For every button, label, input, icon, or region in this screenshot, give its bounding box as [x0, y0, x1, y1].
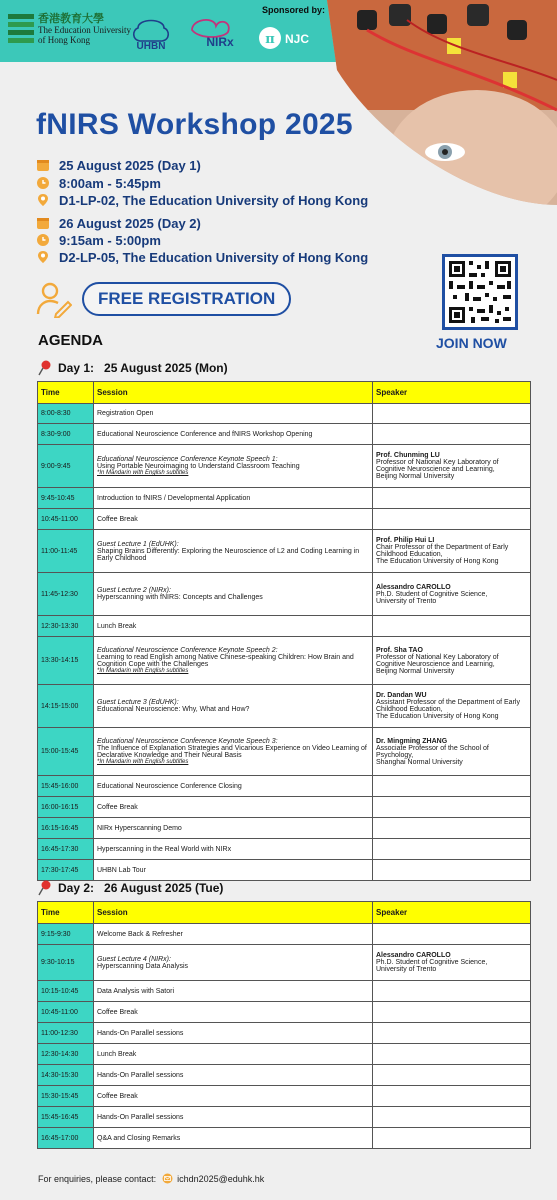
table-header-row — [38, 382, 531, 404]
row-time: 12:30-14:30 — [38, 1044, 94, 1065]
row-time: 11:00-12:30 — [38, 1023, 94, 1044]
eduhk-name-cn: 香港教育大學 — [38, 12, 104, 25]
day1-agenda-table — [37, 381, 531, 881]
row-speaker — [373, 488, 531, 509]
uhbn-text: UHBN — [136, 41, 166, 52]
language-note: *In Mandarin with English subtitles — [97, 470, 189, 476]
row-session — [94, 685, 373, 728]
table-row — [38, 1023, 531, 1044]
eduhk-name-en2: of Hong Kong — [38, 35, 90, 45]
row-speaker — [373, 797, 531, 818]
speaker-affiliation: Cognitive Neuroscience and Learning, — [376, 466, 495, 473]
day2-heading-date: 26 August 2025 (Tue) — [104, 881, 224, 895]
session-title: Hands-On Parallel sessions — [97, 1029, 184, 1037]
row-speaker — [373, 776, 531, 797]
row-time: 14:30-15:30 — [38, 1065, 94, 1086]
speaker-name: Prof. Philip Hui LI — [376, 537, 435, 544]
speaker-affiliation: Assistant Professor of the Department of Early — [376, 699, 520, 706]
speaker-name: Alessandro CAROLLO — [376, 583, 451, 591]
sponsored-by-label: Sponsored by: — [262, 5, 326, 15]
fnirs-cap-photo — [327, 0, 557, 205]
session-type: Educational Neuroscience Conference Keynote Speech 2: — [97, 647, 278, 654]
session-title: Data Analysis with Satori — [97, 987, 175, 995]
table-row — [38, 445, 531, 488]
speaker-affiliation: University of Trento — [376, 966, 437, 973]
row-session — [94, 924, 373, 945]
row-speaker — [373, 424, 531, 445]
speaker-affiliation: Cognitive Neuroscience and Learning, — [376, 660, 495, 668]
speaker-name: Prof. Sha TAO — [376, 646, 423, 654]
language-note: *In Mandarin with English subtitles — [97, 668, 189, 674]
speaker-affiliation: Associate Professor of the School of Psychology, — [376, 744, 489, 759]
session-title: Hyperscanning Data Analysis — [97, 962, 189, 970]
row-speaker — [373, 1086, 531, 1107]
row-speaker — [373, 509, 531, 530]
session-title: The Influence of Explanation Strategies and Vicarious Experience on Video Learning of Declarative Knowledge and Their Neural Basis — [97, 745, 367, 759]
day2-agenda-table — [37, 901, 531, 1149]
pushpin-icon — [38, 880, 52, 896]
njc-logo — [258, 24, 322, 52]
table-row — [38, 1086, 531, 1107]
table-header-row — [38, 902, 531, 924]
row-session — [94, 1002, 373, 1023]
row-session — [94, 488, 373, 509]
table-row — [38, 1107, 531, 1128]
session-title: Coffee Break — [97, 1008, 138, 1016]
row-speaker — [373, 1107, 531, 1128]
row-session — [94, 728, 373, 776]
speaker-affiliation: Beijing Normal University — [376, 667, 455, 675]
speaker-affiliation: Ph.D. Student of Cognitive Science, — [376, 959, 488, 966]
row-time: 16:45-17:00 — [38, 1128, 94, 1149]
row-session — [94, 981, 373, 1002]
row-time: 10:45-11:00 — [38, 1002, 94, 1023]
session-title: Lunch Break — [97, 1050, 137, 1058]
row-speaker — [373, 945, 531, 981]
day2-label: Day 2: — [58, 881, 95, 895]
row-speaker — [373, 1065, 531, 1086]
day2-heading — [38, 880, 223, 896]
table-row — [38, 424, 531, 445]
day1-date: 25 August 2025 (Day 1) — [59, 157, 201, 173]
user-edit-icon — [36, 280, 72, 318]
page-title: fNIRS Workshop 2025 — [36, 108, 353, 141]
row-time: 10:15-10:45 — [38, 981, 94, 1002]
session-title: Coffee Break — [97, 1092, 138, 1100]
speaker-header: Speaker — [373, 382, 531, 404]
njc-text: NJC — [285, 32, 310, 46]
table-row — [38, 776, 531, 797]
table-row — [38, 1002, 531, 1023]
row-time: 9:45-10:45 — [38, 488, 94, 509]
speaker-affiliation: Professor of National Key Laboratory of — [376, 459, 499, 466]
day1-venue-line — [36, 191, 368, 209]
speaker-affiliation: Childhood Education, — [376, 551, 443, 558]
day2-date: 26 August 2025 (Day 2) — [59, 215, 201, 231]
table-row — [38, 1128, 531, 1149]
table-row — [38, 573, 531, 616]
registration-qr-code[interactable] — [442, 254, 518, 330]
session-title: Registration Open — [97, 410, 154, 417]
language-note: *In Mandarin with English subtitles — [97, 759, 189, 765]
row-time: 13:30-14:15 — [38, 637, 94, 685]
session-title: Hands-On Parallel sessions — [97, 1113, 184, 1121]
session-title: Educational Neuroscience Conference and fNIRS Workshop Opening — [97, 430, 313, 438]
row-session — [94, 424, 373, 445]
row-speaker — [373, 924, 531, 945]
row-speaker — [373, 1128, 531, 1149]
row-speaker — [373, 818, 531, 839]
row-session — [94, 509, 373, 530]
session-title: Coffee Break — [97, 803, 138, 811]
row-speaker — [373, 530, 531, 573]
session-title: Hands-On Parallel sessions — [97, 1071, 184, 1079]
row-time: 10:45-11:00 — [38, 509, 94, 530]
session-type: Guest Lecture 2 (NIRx): — [97, 587, 171, 594]
email-icon — [162, 1173, 173, 1184]
row-session — [94, 860, 373, 881]
speaker-name: Prof. Chunming LU — [376, 452, 440, 459]
day2-time: 9:15am - 5:00pm — [59, 232, 161, 248]
day1-venue: D1-LP-02, The Education University of Hong Kong — [59, 192, 369, 208]
row-session — [94, 1086, 373, 1107]
row-time: 16:45-17:30 — [38, 839, 94, 860]
row-time: 11:00-11:45 — [38, 530, 94, 573]
day1-date-line — [36, 156, 201, 174]
row-time: 8:00-8:30 — [38, 404, 94, 424]
row-session — [94, 1044, 373, 1065]
row-speaker — [373, 616, 531, 637]
session-type: Educational Neuroscience Conference Keynote Speech 3: — [97, 738, 278, 745]
row-session — [94, 839, 373, 860]
day1-time: 8:00am - 5:45pm — [59, 175, 161, 191]
day1-time-line — [36, 174, 161, 192]
row-session — [94, 637, 373, 685]
speaker-name: Alessandro CAROLLO — [376, 952, 451, 959]
time-header: Time — [38, 902, 94, 924]
row-time: 15:45-16:00 — [38, 776, 94, 797]
row-speaker — [373, 1044, 531, 1065]
speaker-header: Speaker — [373, 902, 531, 924]
day1-heading — [38, 360, 228, 376]
eduhk-name-en1: The Education University — [38, 25, 131, 35]
eduhk-mark-icon — [8, 12, 34, 46]
clock-icon — [36, 176, 50, 190]
row-speaker — [373, 860, 531, 881]
table-row — [38, 860, 531, 881]
row-time: 14:15-15:00 — [38, 685, 94, 728]
session-title: Using Portable Neuroimaging to Understand Classroom Teaching — [97, 463, 300, 470]
row-speaker — [373, 839, 531, 860]
registration-row — [36, 280, 291, 318]
day1-heading-date: 25 August 2025 (Mon) — [104, 361, 228, 375]
row-speaker — [373, 728, 531, 776]
row-speaker — [373, 445, 531, 488]
row-speaker — [373, 1023, 531, 1044]
session-title: Coffee Break — [97, 515, 138, 523]
row-session — [94, 573, 373, 616]
speaker-affiliation: University of Trento — [376, 597, 437, 605]
svg-text:π: π — [265, 32, 275, 47]
row-session — [94, 445, 373, 488]
join-now-link[interactable]: JOIN NOW — [436, 335, 507, 351]
pushpin-icon — [38, 360, 52, 376]
session-title: UHBN Lab Tour — [97, 866, 146, 874]
table-row — [38, 404, 531, 424]
table-row — [38, 530, 531, 573]
speaker-affiliation: Beijing Normal University — [376, 473, 455, 480]
row-time: 9:30-10:15 — [38, 945, 94, 981]
day2-time-line — [36, 231, 161, 249]
row-session — [94, 818, 373, 839]
eduhk-logo — [8, 12, 131, 46]
row-time: 9:15-9:30 — [38, 924, 94, 945]
speaker-affiliation: Professor of National Key Laboratory of — [376, 653, 499, 661]
table-row — [38, 945, 531, 981]
row-speaker — [373, 404, 531, 424]
uhbn-logo — [126, 16, 176, 54]
speaker-affiliation: Childhood Education, — [376, 706, 443, 713]
row-speaker — [373, 1002, 531, 1023]
row-session — [94, 945, 373, 981]
session-header: Session — [94, 902, 373, 924]
row-time: 16:00-16:15 — [38, 797, 94, 818]
row-time: 9:00-9:45 — [38, 445, 94, 488]
row-session — [94, 1065, 373, 1086]
table-row — [38, 637, 531, 685]
contact-email-link[interactable]: ichdn2025@eduhk.hk — [177, 1173, 265, 1184]
day1-label: Day 1: — [58, 361, 95, 375]
speaker-name: Dr. Mingming ZHANG — [376, 737, 448, 745]
day2-venue: D2-LP-05, The Education University of Hong Kong — [59, 249, 369, 265]
session-title: Introduction to fNIRS / Developmental Application — [97, 494, 251, 502]
free-registration-button[interactable]: FREE REGISTRATION — [82, 282, 291, 316]
session-title: Educational Neuroscience Conference Closing — [97, 782, 242, 790]
session-type: Guest Lecture 3 (EdUHK): — [97, 699, 179, 706]
session-title: Educational Neuroscience: Why, What and How? — [97, 706, 250, 713]
session-title: Welcome Back & Refresher — [97, 930, 183, 938]
agenda-heading: AGENDA — [38, 332, 104, 349]
table-row — [38, 981, 531, 1002]
session-type: Educational Neuroscience Conference Keynote Speech 1: — [97, 456, 278, 463]
row-session — [94, 404, 373, 424]
speaker-affiliation: Chair Professor of the Department of Early — [376, 544, 509, 551]
speaker-affiliation: Shanghai Normal University — [376, 758, 463, 766]
table-row — [38, 616, 531, 637]
speaker-affiliation: The Education University of Hong Kong — [376, 558, 499, 565]
row-session — [94, 530, 373, 573]
row-session — [94, 1107, 373, 1128]
session-title: Learning to read English among Native Chinese-speaking Children: How Brain and Cognition Cope with the Challenges — [97, 654, 354, 668]
session-title: Lunch Break — [97, 622, 137, 630]
footer — [38, 1173, 264, 1184]
row-session — [94, 616, 373, 637]
table-row — [38, 797, 531, 818]
row-time: 15:00-15:45 — [38, 728, 94, 776]
table-row — [38, 818, 531, 839]
location-pin-icon — [36, 193, 50, 207]
session-header: Session — [94, 382, 373, 404]
nirx-logo — [186, 16, 246, 52]
row-time: 8:30-9:00 — [38, 424, 94, 445]
speaker-affiliation: The Education University of Hong Kong — [376, 713, 499, 720]
session-title: NIRx Hyperscanning Demo — [97, 824, 182, 832]
row-session — [94, 1023, 373, 1044]
table-row — [38, 728, 531, 776]
clock-icon — [36, 233, 50, 247]
table-row — [38, 1065, 531, 1086]
session-title: Hyperscanning with fNIRS: Concepts and Challenges — [97, 594, 263, 601]
row-session — [94, 797, 373, 818]
row-time: 16:15-16:45 — [38, 818, 94, 839]
session-title: Q&A and Closing Remarks — [97, 1134, 181, 1142]
day2-venue-line — [36, 248, 368, 266]
table-row — [38, 924, 531, 945]
row-speaker — [373, 685, 531, 728]
row-time: 15:30-15:45 — [38, 1086, 94, 1107]
table-row — [38, 1044, 531, 1065]
session-title: Hyperscanning in the Real World with NIRx — [97, 845, 232, 853]
speaker-affiliation: Ph.D. Student of Cognitive Science, — [376, 590, 488, 598]
row-session — [94, 776, 373, 797]
row-speaker — [373, 981, 531, 1002]
row-speaker — [373, 637, 531, 685]
table-row — [38, 488, 531, 509]
session-type: Guest Lecture 4 (NIRx): — [97, 955, 171, 963]
row-time: 11:45-12:30 — [38, 573, 94, 616]
calendar-icon — [36, 158, 50, 172]
time-header: Time — [38, 382, 94, 404]
session-title: Shaping Brains Differently: Exploring the Neuroscience of L2 and Coding Learning in Early Childhood — [97, 547, 360, 562]
row-session — [94, 1128, 373, 1149]
row-time: 15:45-16:45 — [38, 1107, 94, 1128]
calendar-icon — [36, 216, 50, 230]
table-row — [38, 509, 531, 530]
row-time: 12:30-13:30 — [38, 616, 94, 637]
session-type: Guest Lecture 1 (EdUHK): — [97, 540, 179, 548]
row-speaker — [373, 573, 531, 616]
day2-date-line — [36, 214, 201, 232]
footer-text: For enquiries, please contact: — [38, 1173, 157, 1184]
table-row — [38, 685, 531, 728]
table-row — [38, 839, 531, 860]
nirx-text: NIRx — [206, 35, 234, 49]
speaker-name: Dr. Dandan WU — [376, 692, 427, 699]
location-pin-icon — [36, 250, 50, 264]
row-time: 17:30-17:45 — [38, 860, 94, 881]
